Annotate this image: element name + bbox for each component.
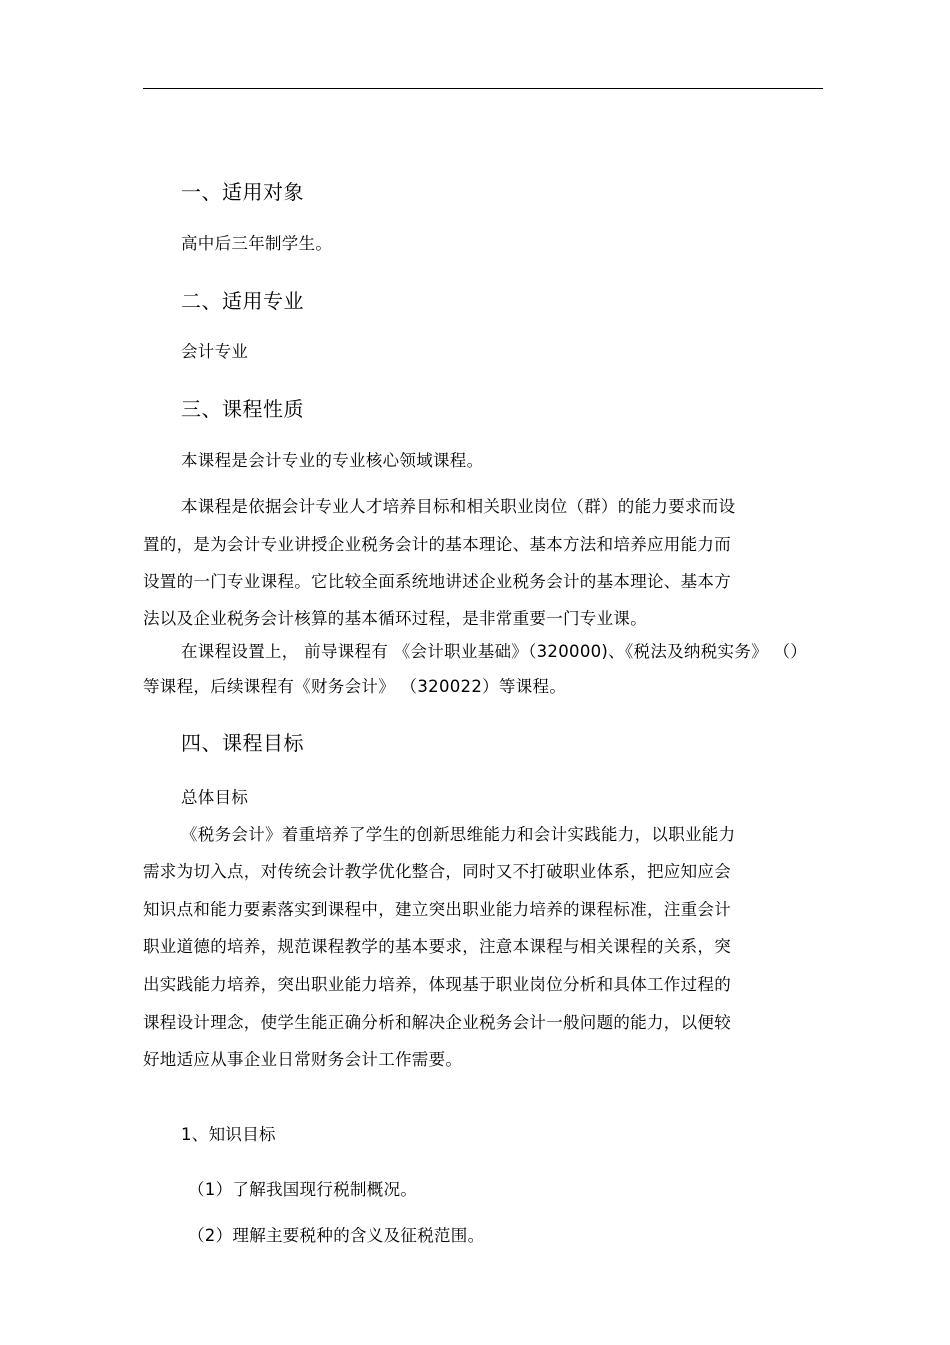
knowledge-goal-item: （2）理解主要税种的含义及征税范围。 (188, 1226, 485, 1245)
overall-goal-line: 需求为切入点，对传统会计教学优化整合，同时又不打破职业体系，把应知应会 (143, 862, 731, 881)
course-purpose-line: 置的，是为会计专业讲授企业税务会计的基本理论、基本方法和培养应用能力而 (143, 535, 731, 554)
section-heading-4: 四、课程目标 (181, 731, 304, 755)
header-rule (143, 88, 823, 89)
course-nature-paragraph: 本课程是会计专业的专业核心领域课程。 (181, 451, 484, 470)
section-body-1: 高中后三年制学生。 (181, 234, 333, 253)
overall-goal-line: 职业道德的培养，规范课程教学的基本要求，注意本课程与相关课程的关系，突 (143, 937, 731, 956)
overall-goal-line: 课程设计理念，使学生能正确分析和解决企业税务会计一般问题的能力，以便较 (143, 1013, 731, 1032)
course-purpose-line: 本课程是依据会计专业人才培养目标和相关职业岗位（群）的能力要求而设 (181, 497, 736, 516)
course-sequence-line: 在课程设置上， 前导课程有 《会计职业基础》（320000)、《税法及纳税实务》 （） (181, 642, 808, 661)
overall-goal-line: 好地适应从事企业日常财务会计工作需要。 (143, 1050, 463, 1069)
overall-goal-title: 总体目标 (181, 788, 249, 807)
knowledge-goal-item: （1）了解我国现行税制概况。 (188, 1180, 418, 1199)
overall-goal-line: 《税务会计》着重培养了学生的创新思维能力和会计实践能力，以职业能力 (181, 825, 736, 844)
overall-goal-line: 知识点和能力要素落实到课程中，建立突出职业能力培养的课程标准，注重会计 (143, 900, 731, 919)
overall-goal-line: 出实践能力培养，突出职业能力培养，体现基于职业岗位分析和具体工作过程的 (143, 975, 731, 994)
section-body-2: 会计专业 (181, 342, 249, 361)
knowledge-goal-title: 1、知识目标 (181, 1125, 276, 1144)
course-purpose-line: 法以及企业税务会计核算的基本循环过程，是非常重要一门专业课。 (143, 609, 647, 628)
section-heading-3: 三、课程性质 (181, 397, 304, 421)
course-sequence-line: 等课程，后续课程有《财务会计》 （320022）等课程。 (143, 677, 567, 696)
course-purpose-line: 设置的一门专业课程。它比较全面系统地讲述企业税务会计的基本理论、基本方 (143, 572, 731, 591)
section-heading-1: 一、适用对象 (181, 180, 304, 204)
section-heading-2: 二、适用专业 (181, 289, 304, 313)
